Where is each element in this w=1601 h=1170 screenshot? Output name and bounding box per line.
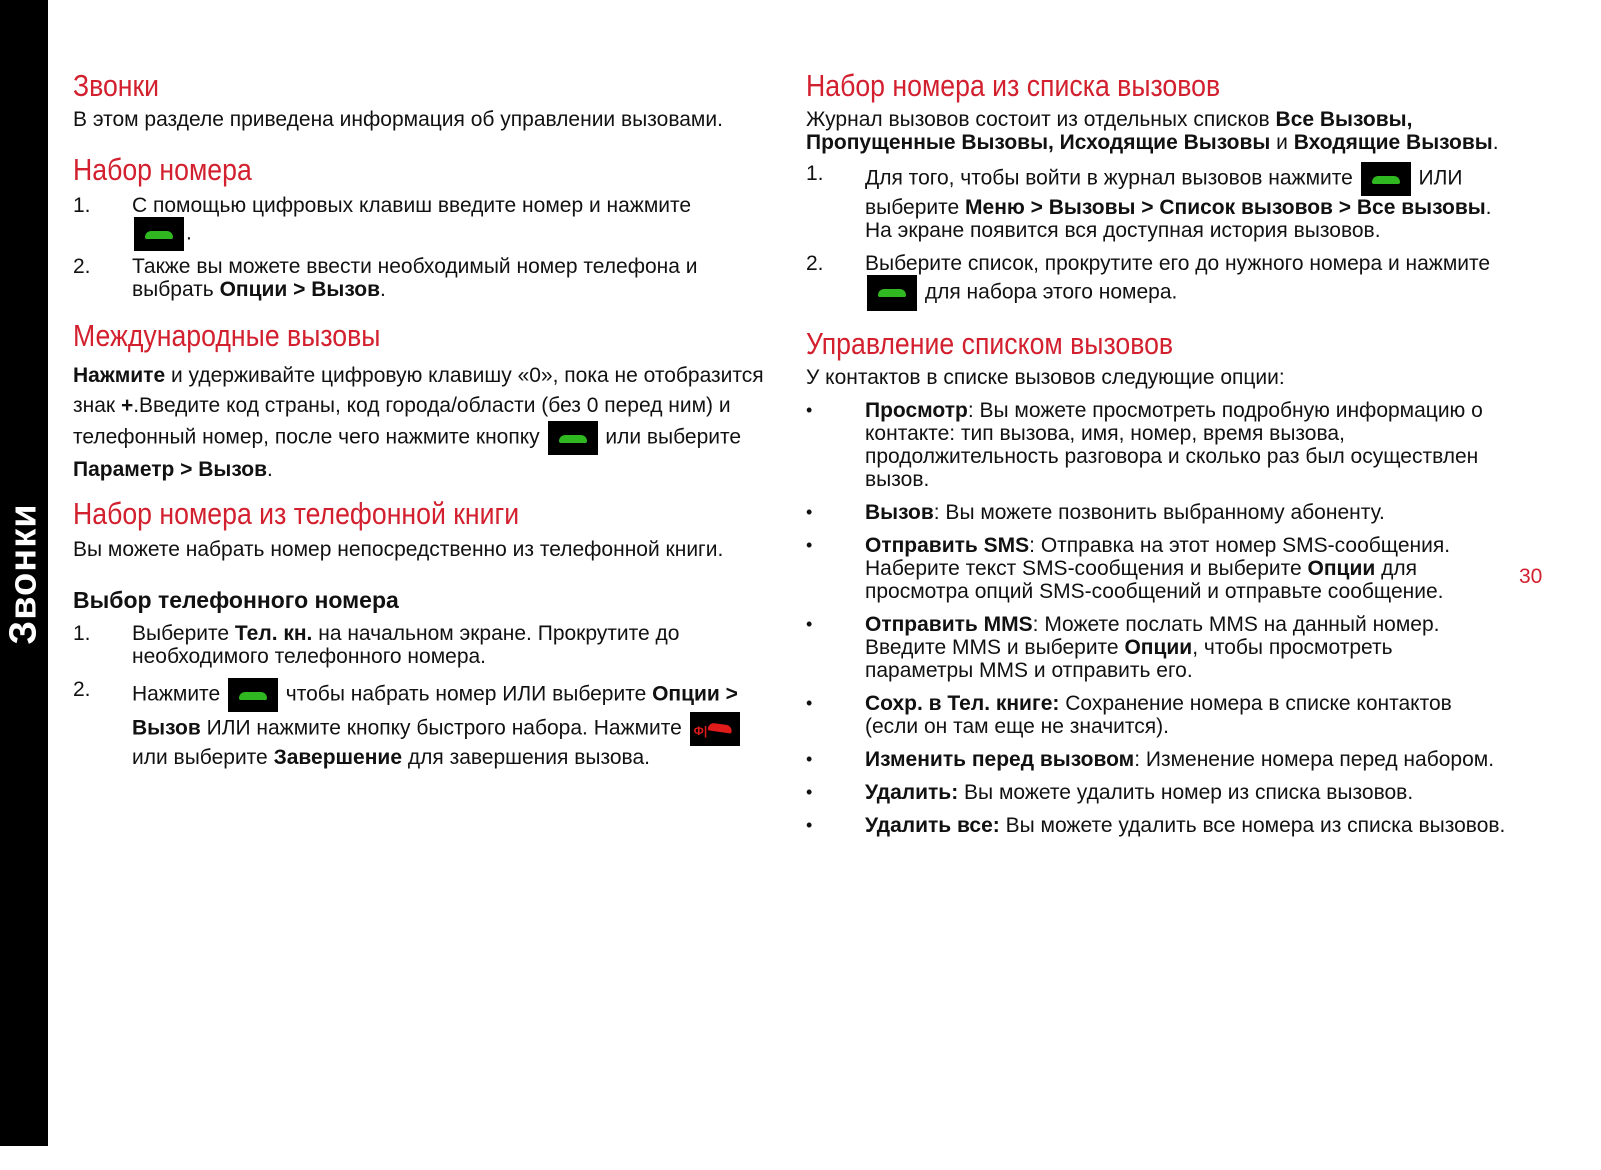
step-number: 2. <box>73 677 91 701</box>
text-part: ИЛИ нажмите кнопку быстрого набора. Нажмите <box>200 716 682 740</box>
phonebook-intro: Вы можете набрать номер непосредственно из телефонной книги. <box>73 537 724 561</box>
option-text: , чтобы просмотреть параметры MMS и отправить его. <box>865 636 1393 683</box>
bold-menu-path: Меню > Вызовы > Список вызовов > Все вызовы <box>965 196 1486 220</box>
text-part: для набора этого номера. <box>919 280 1178 304</box>
dialing-step-1 <box>73 194 773 251</box>
green-call-key-icon <box>1361 162 1411 196</box>
text-part: ИЛИ выберите <box>865 166 1463 220</box>
text-part: .Введите код страны, код города/области (без 0 перед ним) и телефонный номер, после чего нажмите кнопку <box>73 393 731 449</box>
text-part: или выберите <box>599 425 742 449</box>
option-text: Вы можете удалить номер из списка вызовов. <box>958 781 1414 805</box>
text-part: и удерживайте цифровую клавишу «0», пока не отобразится знак <box>73 363 764 417</box>
right-column <box>806 60 1506 837</box>
left-column <box>73 60 773 769</box>
bullet: • <box>806 749 813 770</box>
phonebook-step-1 <box>73 622 773 668</box>
bullet: • <box>806 502 813 523</box>
step-number: 2. <box>73 255 91 279</box>
option-view <box>806 399 1506 491</box>
option-text: : Вы можете позвонить выбранному абоненту. <box>933 501 1385 525</box>
step-bold: Опции > Вызов <box>219 278 381 302</box>
text-part: для завершения вызова. <box>402 745 650 769</box>
manage-options-list <box>806 399 1506 837</box>
text-part: или выберите <box>132 745 274 769</box>
text-part: Выберите список, прокрутите его до нужного номера и нажмите <box>865 252 1491 276</box>
option-send-sms <box>806 534 1506 603</box>
bold-phonebook: Тел. кн. <box>234 621 313 645</box>
text-part: . На экране появится вся доступная история вызовов. <box>865 196 1492 243</box>
step-number: 1. <box>73 621 91 645</box>
step-number: 1. <box>73 194 91 218</box>
option-label: Изменить перед вызовом <box>865 748 1135 772</box>
option-text: : Можете послать MMS на данный номер. Введите MMS и выберите <box>865 613 1440 660</box>
step-text: С помощью цифровых клавиш введите номер и нажмите <box>132 194 692 218</box>
option-text: : Отправка на этот номер SMS-сообщения. Наберите текст SMS-сообщения и выберите <box>865 534 1451 581</box>
text-part: чтобы набрать номер ИЛИ выберите <box>279 682 653 706</box>
sidebar-section-label: Звонки <box>2 503 45 645</box>
text-part: . <box>267 457 273 481</box>
section-title-dialing: Набор номера <box>73 152 252 188</box>
text-part: и <box>1270 131 1294 155</box>
red-end-key-icon <box>690 712 740 746</box>
text-part: Нажмите <box>132 682 221 706</box>
bullet: • <box>806 693 813 714</box>
option-save-phonebook <box>806 692 1506 738</box>
bold-options-call: Опции > Вызов <box>132 682 738 740</box>
bullet: • <box>806 815 813 836</box>
option-label: Отправить MMS <box>865 613 1033 637</box>
section-title-international: Международные вызовы <box>73 318 381 354</box>
step-number: 1. <box>806 162 824 186</box>
plus-sign: + <box>120 393 134 417</box>
option-delete-all <box>806 814 1506 837</box>
green-call-key-icon <box>134 217 184 251</box>
bold-lists: Все Вызовы, Пропущенные Вызовы, Исходящие Вызовы <box>806 108 1413 155</box>
bold-press: Нажмите <box>73 363 166 387</box>
step-number: 2. <box>806 252 824 276</box>
green-call-key-icon <box>228 678 278 712</box>
calls-intro: В этом разделе приведена информация об управлении вызовами. <box>73 108 723 132</box>
text-part: Журнал вызовов состоит из отдельных списков <box>806 108 1276 132</box>
bullet: • <box>806 535 813 556</box>
sidebar-band <box>0 0 48 1146</box>
section-title-manage-list: Управление списком вызовов <box>806 326 1174 362</box>
call-list-step-1 <box>806 162 1506 242</box>
dialing-steps <box>73 194 773 301</box>
option-label: Сохр. в Тел. книге: <box>865 692 1060 716</box>
option-text: : Вы можете просмотреть подробную информацию о контакте: тип вызова, имя, номер, время вызова, продолжительность разговора и сколько раз был осуществлен вызов. <box>865 399 1483 492</box>
bullet: • <box>806 782 813 803</box>
phonebook-steps <box>73 622 773 769</box>
option-text: Сохранение номера в списке контактов (если он там еще не значится). <box>865 692 1452 739</box>
call-list-intro <box>806 108 1506 154</box>
bullet: • <box>806 614 813 635</box>
option-label: Просмотр <box>865 399 968 423</box>
bold-param-call: Параметр > Вызов <box>73 457 268 481</box>
green-call-key-icon <box>867 275 917 311</box>
option-delete <box>806 781 1506 804</box>
phonebook-step-2 <box>73 678 773 769</box>
dialing-step-2 <box>73 255 773 301</box>
option-bold: Опции <box>1307 557 1376 581</box>
subsection-title-select-number: Выбор телефонного номера <box>73 586 399 613</box>
option-call <box>806 501 1506 524</box>
green-call-key-icon <box>548 421 598 455</box>
text-part: Для того, чтобы войти в журнал вызовов нажмите <box>865 166 1353 190</box>
option-bold: Опции <box>1124 636 1193 660</box>
option-text: : Изменение номера перед набором. <box>1134 748 1495 772</box>
option-edit-before-call <box>806 748 1506 771</box>
text-part: Выберите <box>132 621 235 645</box>
call-list-step-2 <box>806 252 1506 311</box>
option-label: Вызов <box>865 501 934 525</box>
step-text: Также вы можете ввести необходимый номер телефона и выбрать <box>132 255 698 302</box>
bullet: • <box>806 400 813 421</box>
step-end: . <box>186 221 192 245</box>
section-title-phonebook: Набор номера из телефонной книги <box>73 495 520 531</box>
option-text: Вы можете удалить все номера из списка вызовов. <box>999 814 1506 838</box>
option-send-mms <box>806 613 1506 682</box>
call-list-steps <box>806 162 1506 311</box>
bold-end-call: Завершение <box>273 745 403 769</box>
bold-incoming: Входящие Вызовы <box>1293 131 1493 155</box>
option-label: Удалить: <box>865 781 959 805</box>
text-part: . <box>1492 131 1499 155</box>
option-label: Удалить все: <box>865 814 1000 838</box>
manage-intro: У контактов в списке вызовов следующие опции: <box>806 366 1285 390</box>
text-part: на начальном экране. Прокрутите до необходимого телефонного номера. <box>132 621 680 668</box>
section-title-calls: Звонки <box>73 68 160 103</box>
international-text <box>73 361 773 485</box>
option-text: для просмотра опций SMS-сообщений и отправьте сообщение. <box>865 557 1444 604</box>
section-title-call-list: Набор номера из списка вызовов <box>806 68 1221 103</box>
page-number: 30 <box>1519 565 1543 588</box>
option-label: Отправить SMS <box>865 534 1030 558</box>
step-end: . <box>380 278 386 302</box>
